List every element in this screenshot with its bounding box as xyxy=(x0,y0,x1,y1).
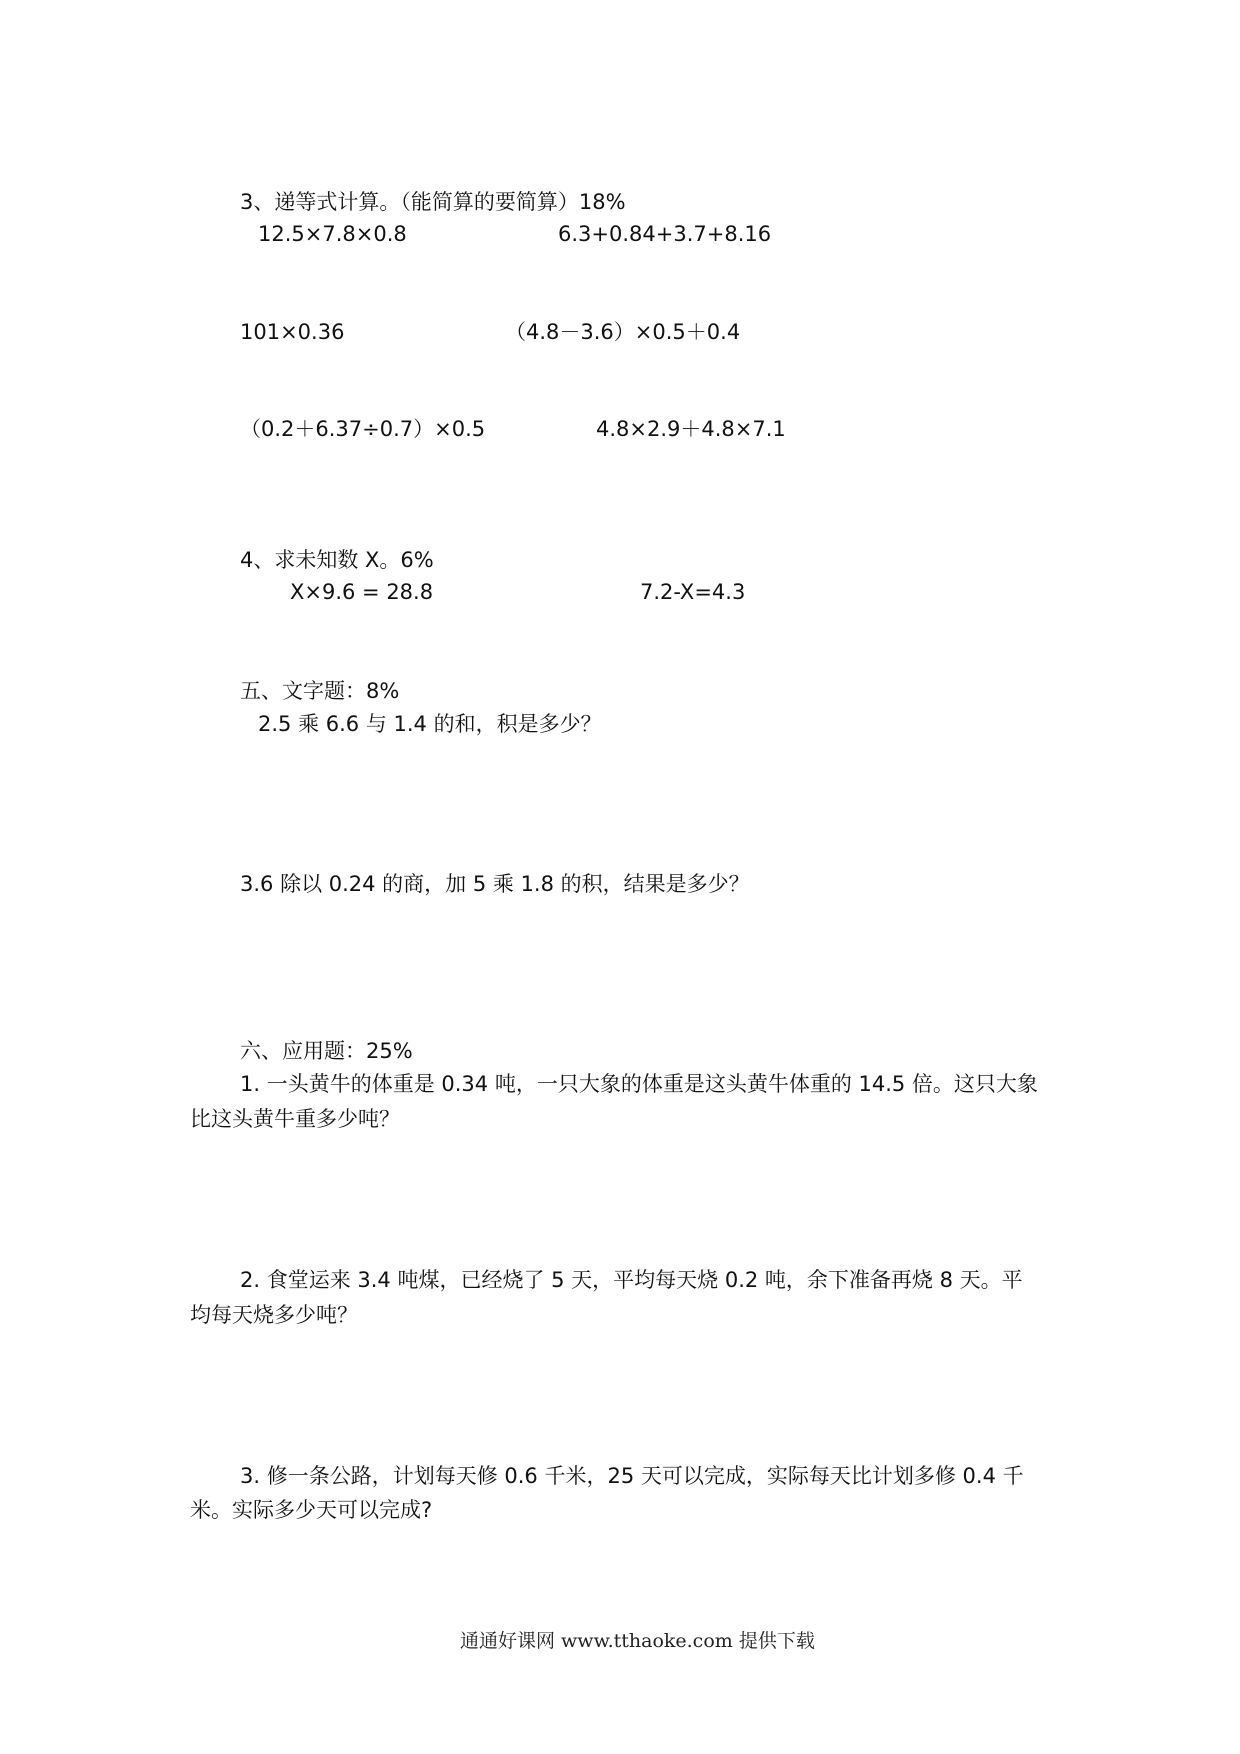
application-problem-3-line2: 米。实际多少天可以完成? xyxy=(190,1498,433,1522)
section4-heading: 4、求未知数 X。6% xyxy=(240,548,434,572)
word-problem-2: 3.6 除以 0.24 的商，加 5 乘 1.8 的积，结果是多少？ xyxy=(240,872,750,896)
application-problem-2-line1: 2. 食堂运来 3.4 吨煤，已经烧了 5 天，平均每天烧 0.2 吨，余下准备再烧 8 天。平 xyxy=(240,1268,1023,1292)
equation-2: 7.2-X=4.3 xyxy=(640,580,746,604)
equation-1: X×9.6 = 28.8 xyxy=(290,580,434,604)
calc-problem-6: 4.8×2.9＋4.8×7.1 xyxy=(596,417,786,441)
application-problem-3-line1: 3. 修一条公路，计划每天修 0.6 千米，25 天可以完成，实际每天比计划多修 0.4 千 xyxy=(240,1464,1024,1488)
calc-problem-4: （4.8－3.6）×0.5＋0.4 xyxy=(505,320,741,344)
section5-heading: 五、文字题：8% xyxy=(240,679,400,703)
application-problem-2-line2: 均每天烧多少吨？ xyxy=(190,1303,358,1327)
section6-heading: 六、应用题：25% xyxy=(240,1039,413,1063)
footer-text: 通通好课网 www.tthaoke.com 提供下载 xyxy=(460,1630,815,1652)
calc-problem-1: 12.5×7.8×0.8 xyxy=(258,222,407,246)
application-problem-1-line1: 1. 一头黄牛的体重是 0.34 吨，一只大象的体重是这头黄牛体重的 14.5 倍。这只大象 xyxy=(240,1072,1038,1096)
section3-heading: 3、递等式计算。（能简算的要简算）18% xyxy=(240,190,626,214)
calc-problem-5: （0.2＋6.37÷0.7）×0.5 xyxy=(240,417,486,441)
application-problem-1-line2: 比这头黄牛重多少吨？ xyxy=(190,1107,400,1131)
word-problem-1: 2.5 乘 6.6 与 1.4 的和，积是多少？ xyxy=(258,712,602,736)
calc-problem-2: 6.3+0.84+3.7+8.16 xyxy=(558,222,772,246)
calc-problem-3: 101×0.36 xyxy=(240,320,345,344)
